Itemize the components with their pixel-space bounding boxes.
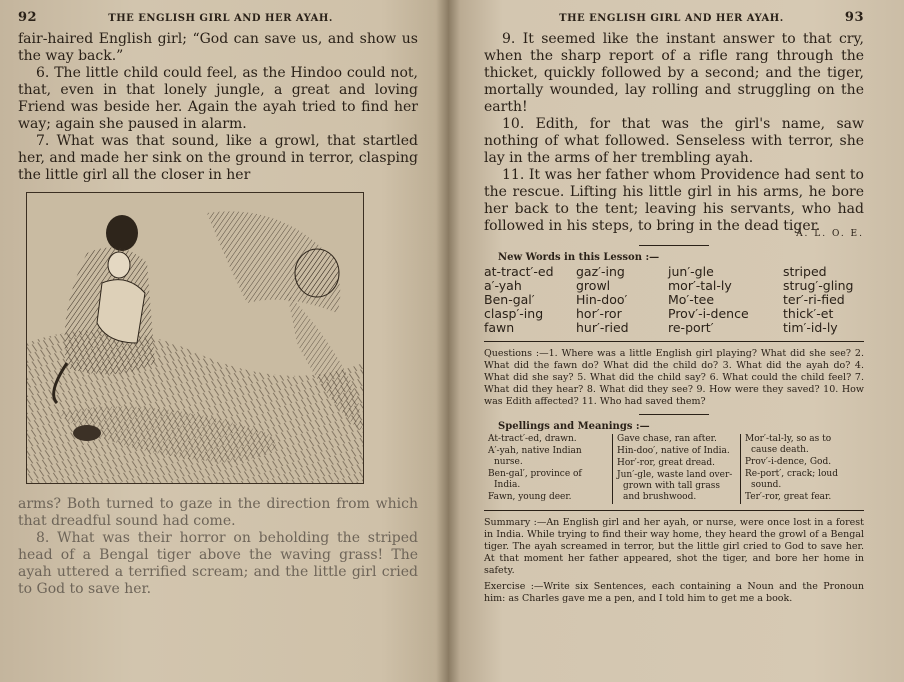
- new-word: gaz′-ing: [576, 264, 625, 279]
- new-word: re-port′: [668, 320, 714, 335]
- spelling-entry: Mor′-tal-ly, so as to cause death.: [745, 434, 832, 455]
- left-paragraph-2: 6. The little child could feel, as the Hindoo could not, that, even in that lonely jungle, a great and loving Friend was beside her. Again the ayah tried to find her way; again she paused in alarm.: [18, 65, 418, 132]
- new-word: striped: [783, 264, 827, 279]
- new-words-table: [484, 265, 864, 335]
- new-word: tim′-id-ly: [783, 320, 838, 335]
- author-signature: A. L. O. E.: [796, 229, 864, 239]
- spelling-entry: At-tract′-ed, drawn.: [488, 434, 577, 444]
- right-paragraph-11: 11. It was her father whom Providence had sent to the rescue. Lifting his little girl in his arms, he bore her back to the tent; leaving his servants, who had followed in his steps, to bring in the dead tiger.: [484, 167, 864, 234]
- spelling-entry: Ben-gal′, province of India.: [488, 469, 582, 490]
- new-words-column: [484, 265, 576, 335]
- right-page: [448, 0, 904, 682]
- right-paragraph-10: 10. Edith, for that was the girl's name, saw nothing of what followed. Senseless with terror, she lay in the arms of her trembling ayah.: [484, 116, 864, 166]
- spelling-entry: Re-port′, crack; loud sound.: [745, 469, 838, 490]
- new-word: ter′-ri-fied: [783, 292, 845, 307]
- new-words-label: New Words in this Lesson :—: [498, 252, 660, 263]
- spelling-entry: Ter′-ror, great fear.: [745, 492, 832, 502]
- new-word: Hin-doo′: [576, 292, 628, 307]
- left-paragraph-4: arms? Both turned to gaze in the direction from which that dreadful sound had come.: [18, 496, 418, 529]
- spellings-table: [484, 434, 864, 504]
- new-word: Ben-gal′: [484, 292, 535, 307]
- new-words-column: [668, 265, 783, 335]
- spellings-column: [612, 434, 740, 504]
- new-word: strug′-gling: [783, 278, 854, 293]
- summary-text: Summary :—An English girl and her ayah, or nurse, were once lost in a forest in India. While trying to find their way home, they heard the growl of a Bengal tiger. The ayah screamed in terror, but the little girl cried to God to save her. At that moment her father appeared, shot the tiger, and bore her home in safety.: [484, 517, 864, 576]
- new-word: growl: [576, 278, 611, 293]
- spelling-entry: Gave chase, ran after.: [617, 434, 717, 444]
- new-word: at-tract′-ed: [484, 264, 554, 279]
- spelling-entry: Jun′-gle, waste land over-grown with tall grass and brushwood.: [617, 470, 733, 502]
- left-paragraph-1: fair-haired English girl; “God can save us, and show us the way back.”: [18, 31, 418, 64]
- divider: [484, 510, 864, 511]
- spelling-entry: Fawn, young deer.: [488, 492, 572, 502]
- right-page-number: 93: [844, 10, 864, 25]
- spellings-column: [740, 434, 862, 504]
- left-paragraph-3: 7. What was that sound, like a growl, that startled her, and made her sink on the ground in terror, clasping the little girl all the closer in her: [18, 133, 418, 183]
- book-gutter: [436, 0, 460, 682]
- new-words-column: [783, 265, 863, 335]
- spelling-entry: Hin-doo′, native of India.: [617, 446, 730, 456]
- questions-text: Questions :—1. Where was a little English girl playing? What did she see? 2. What did the fawn do? What did the child do? 3. What did the ayah do? 4. What did she say? 5. What did the child say? 6. What could the child feel? 7. What did they hear? 8. What did they see? 9. How were they saved? 10. How was Edith affected? 11. Who had saved them?: [484, 348, 864, 407]
- spellings-column: [484, 434, 612, 504]
- right-running-title: THE ENGLISH GIRL AND HER AYAH.: [559, 13, 784, 24]
- spellings-label: Spellings and Meanings :—: [498, 421, 650, 432]
- new-words-column: [576, 265, 668, 335]
- left-page-number: 92: [18, 10, 38, 25]
- new-word: Mo′-tee: [668, 292, 715, 307]
- new-word: Prov′-i-dence: [668, 306, 749, 321]
- left-running-title: THE ENGLISH GIRL AND HER AYAH.: [108, 13, 333, 24]
- right-running-head: [484, 10, 864, 25]
- new-word: hor′-ror: [576, 306, 622, 321]
- divider: [484, 341, 864, 342]
- new-word: mor′-tal-ly: [668, 278, 732, 293]
- divider: [639, 245, 709, 246]
- left-paragraph-5: 8. What was their horror on beholding the striped head of a Bengal tiger above the waving grass! The ayah uttered a terrified scream; and the little girl cried to God to save her.: [18, 530, 418, 597]
- tiger-illustration: [26, 192, 364, 484]
- new-word: fawn: [484, 320, 515, 335]
- new-word: a′-yah: [484, 278, 522, 293]
- divider: [639, 414, 709, 415]
- spelling-entry: Prov′-i-dence, God.: [745, 457, 832, 467]
- new-word: clasp′-ing: [484, 306, 544, 321]
- right-paragraph-9: 9. It seemed like the instant answer to that cry, when the sharp report of a rifle rang through the thicket, quickly followed by a second; and the tiger, mortally wounded, lay rolling and struggling on the earth!: [484, 31, 864, 115]
- left-running-head: [18, 10, 418, 25]
- new-word: hur′-ried: [576, 320, 629, 335]
- spelling-entry: A′-yah, native Indian nurse.: [488, 446, 582, 467]
- new-word: jun′-gle: [668, 264, 714, 279]
- new-word: thick′-et: [783, 306, 834, 321]
- left-page: [0, 0, 448, 682]
- spelling-entry: Hor′-ror, great dread.: [617, 458, 716, 468]
- exercise-text: Exercise :—Write six Sentences, each containing a Noun and the Pronoun him: as Charles gave me a pen, and I told him to get me a book.: [484, 581, 864, 604]
- engraving-image: [27, 193, 363, 483]
